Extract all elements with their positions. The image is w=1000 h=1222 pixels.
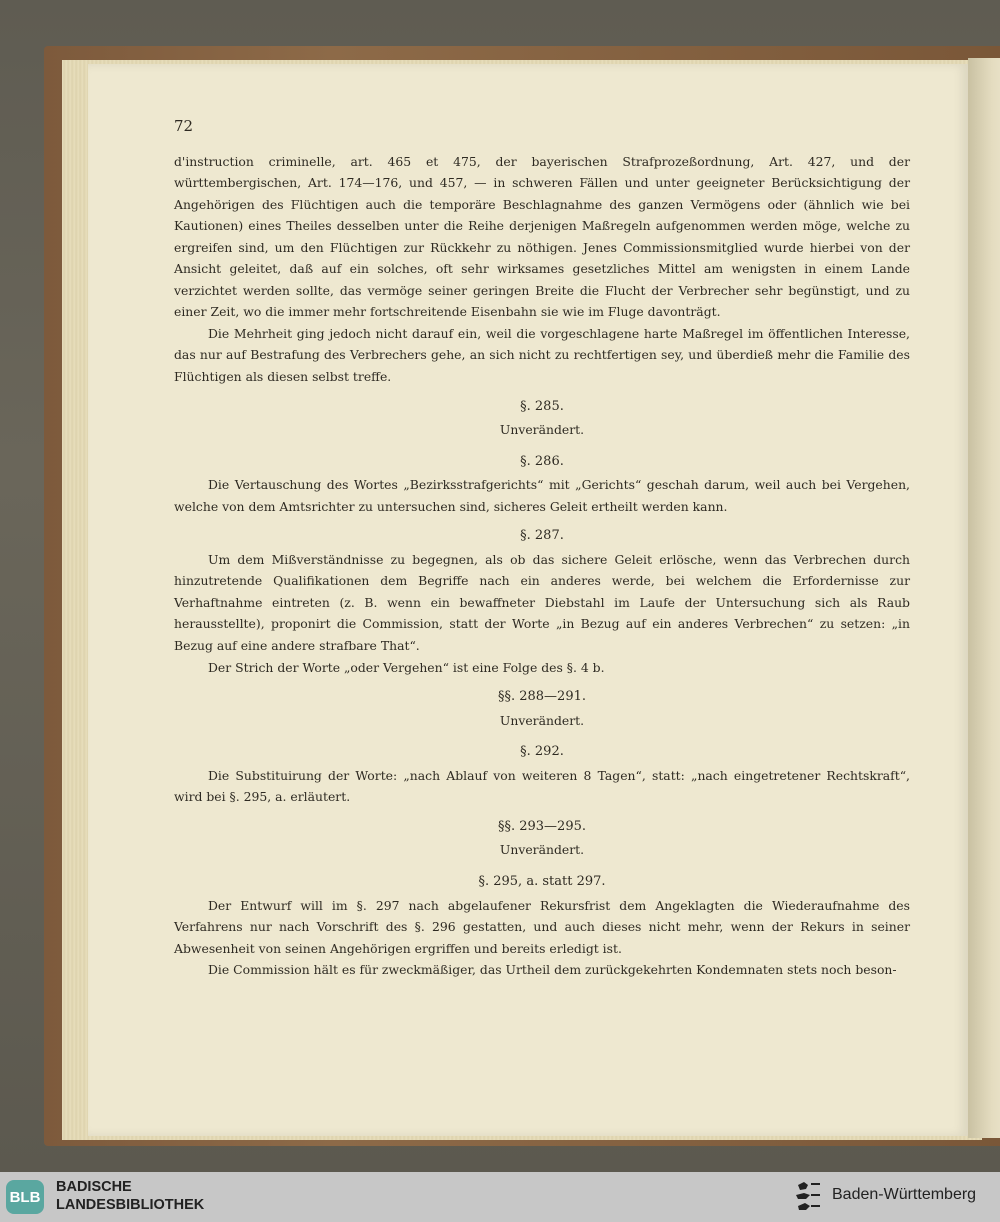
page-text [174, 116, 910, 981]
coat-of-arms-icon [792, 1180, 822, 1214]
section-heading: §§. 288—291. [497, 689, 587, 705]
paragraph: Die Commission hält es für zweckmäßiger, das Urtheil dem zurückgekehrten Kondemnaten stets noch beson- [208, 962, 897, 978]
paragraph: Die Mehrheit ging jedoch nicht darauf ein, weil die vorgeschlagene harte Maßregel im öffentlichen Interesse, das nur auf Bestrafung des Verbrechers gehe, an sich nicht zu rechtfertigen sey, und überdieß mehr die Familie des Flüchtigen als diesen selbst treffe. [174, 325, 910, 385]
paragraph: Die Vertauschung des Wortes „Bezirksstrafgerichts“ mit „Gerichts“ geschah darum, weil auch bei Vergehen, welche von dem Amtsrichter zu untersuchen sind, sicheres Geleit ertheilt werden kann. [174, 477, 910, 514]
section-heading: §. 287. [520, 528, 564, 544]
section-note: Unverändert. [499, 842, 585, 858]
state-name[interactable]: Baden-Württemberg [832, 1186, 977, 1203]
blb-logo[interactable]: BLB [6, 1180, 44, 1214]
paragraph: Die Substituirung der Worte: „nach Ablauf von weiteren 8 Tagen“, statt: „nach eingetretener Rechtskraft“, wird bei §. 295, a. erläutert. [174, 767, 910, 805]
paragraph: Um dem Mißverständnisse zu begegnen, als ob das sichere Geleit erlösche, wenn das Verbrechen durch hinzutretende Qualifikationen dem Begriffe nach ein anderes werde, bei welchem die Erfordernisse zur Verhaftnahme eintreten (z. B. wenn ein bewaffneter Diebstahl im Laufe der Untersuchung sich als Raub herausstellte), proponirt die Commission, statt der Worte „in Bezug auf ein anderes Verbrechen“ zu setzen: „in Bezug auf eine andere strafbare That“. [174, 551, 910, 654]
paragraph: Der Entwurf will im §. 297 nach abgelaufener Rekursfrist dem Angeklagten die Wiederaufnahme des Verfahrens nur nach Vorschrift des §. 296 gestatten, und auch dieses nicht mehr, wenn der Rekurs in seiner Abwesenheit von seinen Angehörigen ergriffen und bereits erledigt ist. [174, 897, 910, 956]
section-heading: §. 292. [520, 744, 564, 760]
paragraph: d'instruction criminelle, art. 465 et 475, der bayerischen Strafprozeßordnung, Art. 427, und der württembergischen, Art. 174—176, und 457, — in schweren Fällen und unter geeigneter Berücksichtigung der Angehörigen des Flüchtigen auch die temporäre Beschlagnahme des ganzen Vermögens oder (ähnlich wie bei Kautionen) eines Theiles desselben unter die Reihe derjenigen Maßregeln aufgenommen werden möge, welche zu ergreifen sind, um den Flüchtigen zur Rückkehr zu nöthigen. Jenes Commissionsmitglied wurde hierbei von der Ansicht geleitet, daß auf ein solches, oft sehr wirksames gesetzliches Mittel am wenigsten in einem Lande verzichtet werden sollte, das vermöge seiner geringen Breite die Flucht der Verbrecher sehr begünstigt, und zu einer Zeit, wo die immer mehr fortschreitende Eisenbahn sie wie im Fluge davonträgt. [174, 153, 910, 320]
section-heading: §. 295, a. statt 297. [478, 873, 606, 889]
paragraph: Der Strich der Worte „oder Vergehen“ ist eine Folge des §. 4 b. [208, 659, 605, 675]
library-name-line1: BADISCHE [56, 1179, 132, 1195]
section-note: Unverändert. [499, 712, 585, 728]
library-name[interactable] [56, 1178, 204, 1214]
section-heading: §. 286. [520, 453, 564, 469]
footer-bar [0, 1172, 1000, 1222]
library-name-line2: LANDESBIBLIOTHEK [56, 1197, 205, 1213]
next-page-edge [968, 58, 1000, 1138]
section-note: Unverändert. [499, 422, 585, 438]
text-blocks [174, 151, 910, 981]
page-number: 72 [174, 117, 194, 135]
section-heading: §. 285. [520, 398, 564, 414]
section-heading: §§. 293—295. [497, 818, 587, 834]
